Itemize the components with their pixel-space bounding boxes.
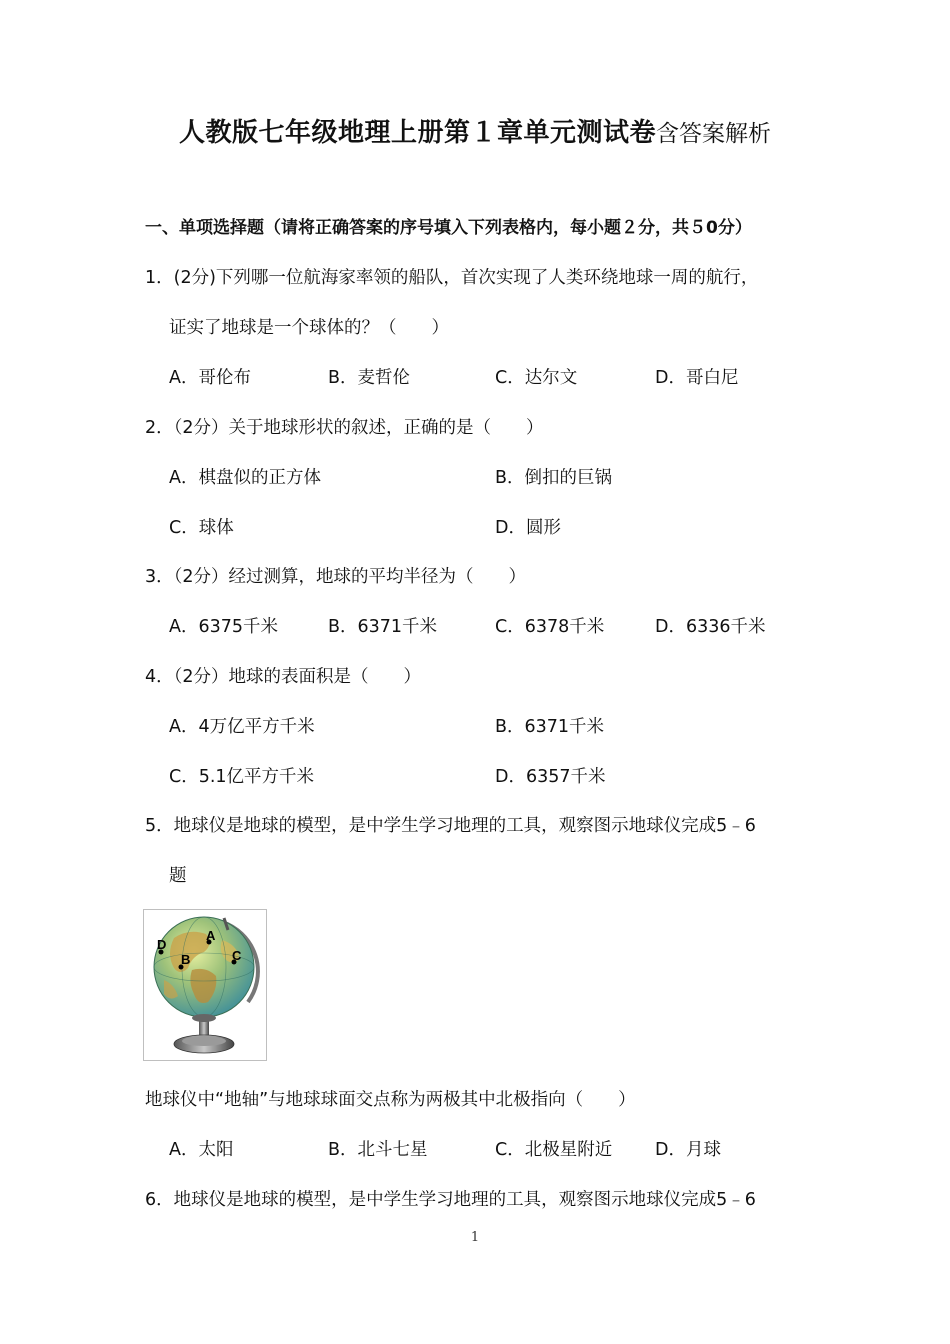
q3-option-b: B．6371千米 bbox=[328, 617, 438, 637]
q4-option-b: B．6371千米 bbox=[495, 717, 605, 737]
globe-icon bbox=[144, 910, 266, 1060]
q6-stem-line1: 6．地球仪是地球的模型，是中学生学习地理的工具，观察图示地球仪完成5﹣6 bbox=[145, 1190, 756, 1210]
q5-option-a: A．太阳 bbox=[169, 1140, 234, 1160]
q1-stem-line1: 1．(2分)下列哪一位航海家率领的船队，首次实现了人类环绕地球一周的航行， bbox=[145, 268, 759, 288]
globe-label-a: A bbox=[206, 928, 216, 943]
q3-option-c: C．6378千米 bbox=[495, 617, 605, 637]
q1-option-c: C．达尔文 bbox=[495, 368, 578, 388]
q5-option-c: C．北极星附近 bbox=[495, 1140, 613, 1160]
q3-option-d: D．6336千米 bbox=[655, 617, 766, 637]
q4-option-c: C．5.1亿平方千米 bbox=[169, 767, 315, 787]
page-number: 1 bbox=[470, 1230, 480, 1245]
globe-label-b: B bbox=[181, 952, 191, 967]
q5-option-d: D．月球 bbox=[655, 1140, 721, 1160]
q5-stem-line2: 题 bbox=[169, 866, 187, 886]
q1-option-d: D．哥白尼 bbox=[655, 368, 739, 388]
q2-option-d: D．圆形 bbox=[495, 518, 561, 538]
q1-option-b: B．麦哲伦 bbox=[328, 368, 411, 388]
q4-stem: 4．（2分）地球的表面积是（ ） bbox=[145, 667, 422, 687]
q3-stem: 3．（2分）经过测算，地球的平均半径为（ ） bbox=[145, 567, 527, 587]
title-sub: 含答案解析 bbox=[656, 121, 771, 147]
q2-option-c: C．球体 bbox=[169, 518, 234, 538]
q5-option-b: B．北斗七星 bbox=[328, 1140, 428, 1160]
q5-sub-stem: 地球仪中“地轴”与地球球面交点称为两极其中北极指向（ ） bbox=[145, 1090, 636, 1110]
q1-option-a: A．哥伦布 bbox=[169, 368, 251, 388]
globe-label-d: D bbox=[157, 937, 167, 952]
globe-figure bbox=[143, 909, 267, 1061]
q3-option-a: A．6375千米 bbox=[169, 617, 279, 637]
globe-label-c: C bbox=[232, 948, 242, 963]
q4-option-d: D．6357千米 bbox=[495, 767, 606, 787]
q2-stem: 2．（2分）关于地球形状的叙述，正确的是（ ） bbox=[145, 418, 544, 438]
section-heading: 一、单项选择题（请将正确答案的序号填入下列表格内，每小题２分，共５0分） bbox=[145, 218, 752, 238]
title-main: 人教版七年级地理上册第１章单元测试卷 bbox=[178, 118, 656, 148]
q5-stem-line1: 5．地球仪是地球的模型，是中学生学习地理的工具，观察图示地球仪完成5﹣6 bbox=[145, 816, 756, 836]
q2-option-a: A．棋盘似的正方体 bbox=[169, 468, 321, 488]
document-title bbox=[0, 112, 950, 149]
q1-stem-line2: 证实了地球是一个球体的？（ ） bbox=[169, 318, 449, 338]
q2-option-b: B．倒扣的巨锅 bbox=[495, 468, 613, 488]
q4-option-a: A．4万亿平方千米 bbox=[169, 717, 315, 737]
